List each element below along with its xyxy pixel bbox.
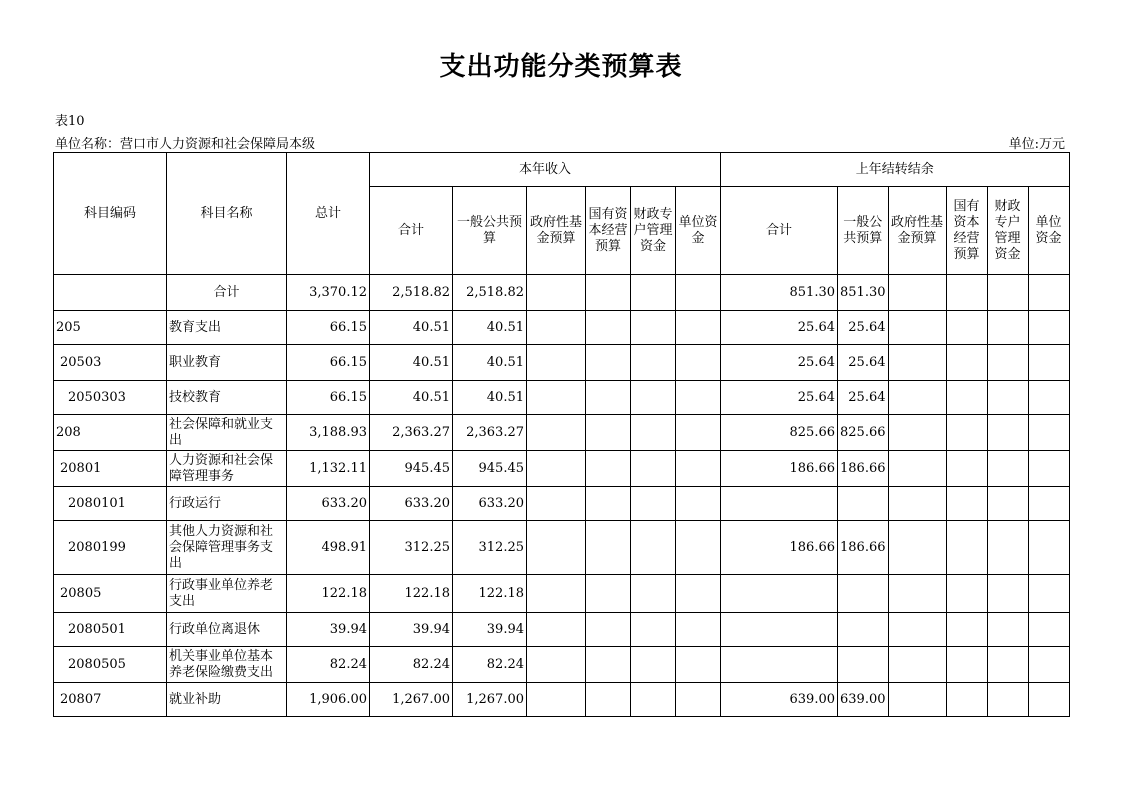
cell-cy-general: 40.51 (453, 345, 527, 381)
table-row (54, 487, 1070, 521)
cell-cy-special-account (631, 613, 676, 647)
cell-cy-state-capital (586, 613, 631, 647)
cell-cy-state-capital (586, 275, 631, 311)
cell-co-general (838, 647, 889, 683)
cell-cy-state-capital (586, 575, 631, 613)
cell-cy-state-capital (586, 647, 631, 683)
cell-cy-total: 2,518.82 (370, 275, 453, 311)
cell-cy-fund (527, 683, 586, 717)
cell-name: 行政运行 (167, 487, 287, 521)
cell-cy-unit-funds (676, 275, 721, 311)
cell-cy-total: 40.51 (370, 345, 453, 381)
cell-co-total: 186.66 (721, 451, 838, 487)
cell-cy-general: 40.51 (453, 311, 527, 345)
cell-co-fund (888, 415, 946, 451)
cell-co-special-account (987, 487, 1028, 521)
table-row (54, 521, 1070, 575)
cell-co-state-capital (946, 647, 987, 683)
cell-co-unit-funds (1028, 345, 1069, 381)
cell-total: 66.15 (287, 345, 370, 381)
unit-name: 单位名称：营口市人力资源和社会保障局本级 (55, 137, 316, 152)
cell-co-total (721, 647, 838, 683)
cell-co-unit-funds (1028, 311, 1069, 345)
header-co-unit-funds: 单位资金 (1028, 187, 1069, 275)
cell-co-special-account (987, 381, 1028, 415)
cell-name: 人力资源和社会保障管理事务 (167, 451, 287, 487)
cell-co-general: 825.66 (838, 415, 889, 451)
cell-co-unit-funds (1028, 521, 1069, 575)
header-cy-total: 合计 (370, 187, 453, 275)
table-row (54, 683, 1070, 717)
cell-co-unit-funds (1028, 487, 1069, 521)
cell-co-state-capital (946, 487, 987, 521)
budget-table (53, 152, 1070, 717)
header-cy-unit-funds: 单位资金 (676, 187, 721, 275)
cell-co-fund (888, 487, 946, 521)
cell-co-special-account (987, 521, 1028, 575)
table-row (54, 647, 1070, 683)
cell-co-total: 639.00 (721, 683, 838, 717)
cell-total: 66.15 (287, 381, 370, 415)
cell-cy-general: 1,267.00 (453, 683, 527, 717)
cell-co-general: 186.66 (838, 521, 889, 575)
cell-cy-general: 312.25 (453, 521, 527, 575)
cell-cy-fund (527, 381, 586, 415)
cell-co-special-account (987, 613, 1028, 647)
cell-name: 社会保障和就业支出 (167, 415, 287, 451)
cell-total: 633.20 (287, 487, 370, 521)
cell-cy-general: 2,363.27 (453, 415, 527, 451)
cell-code: 205 (54, 311, 167, 345)
cell-co-fund (888, 345, 946, 381)
cell-total: 39.94 (287, 613, 370, 647)
cell-cy-total: 2,363.27 (370, 415, 453, 451)
cell-co-special-account (987, 647, 1028, 683)
cell-cy-unit-funds (676, 575, 721, 613)
header-carryover: 上年结转结余 (721, 153, 1070, 187)
table-row (54, 415, 1070, 451)
cell-cy-fund (527, 311, 586, 345)
cell-cy-general: 2,518.82 (453, 275, 527, 311)
cell-total: 3,188.93 (287, 415, 370, 451)
header-cy-general: 一般公共预算 (453, 187, 527, 275)
cell-cy-unit-funds (676, 487, 721, 521)
cell-cy-unit-funds (676, 345, 721, 381)
cell-code: 2050303 (54, 381, 167, 415)
cell-cy-state-capital (586, 521, 631, 575)
cell-code: 20805 (54, 575, 167, 613)
header-name: 科目名称 (167, 153, 287, 275)
cell-co-fund (888, 683, 946, 717)
cell-co-special-account (987, 451, 1028, 487)
cell-cy-unit-funds (676, 415, 721, 451)
cell-cy-state-capital (586, 415, 631, 451)
cell-co-total (721, 613, 838, 647)
header-co-fund: 政府性基金预算 (888, 187, 946, 275)
cell-co-total: 25.64 (721, 345, 838, 381)
cell-name: 行政单位离退休 (167, 613, 287, 647)
cell-total: 3,370.12 (287, 275, 370, 311)
cell-co-general: 851.30 (838, 275, 889, 311)
cell-cy-state-capital (586, 487, 631, 521)
cell-co-general: 25.64 (838, 345, 889, 381)
header-co-general: 一般公共预算 (838, 187, 889, 275)
cell-co-special-account (987, 345, 1028, 381)
cell-co-special-account (987, 311, 1028, 345)
unit-label: 单位:万元 (1008, 137, 1065, 152)
cell-co-fund (888, 575, 946, 613)
table-row (54, 275, 1070, 311)
cell-total: 122.18 (287, 575, 370, 613)
cell-name: 就业补助 (167, 683, 287, 717)
cell-co-fund (888, 275, 946, 311)
cell-code: 20807 (54, 683, 167, 717)
cell-code: 20503 (54, 345, 167, 381)
cell-co-state-capital (946, 415, 987, 451)
cell-co-state-capital (946, 275, 987, 311)
cell-total: 1,132.11 (287, 451, 370, 487)
cell-cy-total: 1,267.00 (370, 683, 453, 717)
cell-co-special-account (987, 275, 1028, 311)
cell-co-unit-funds (1028, 683, 1069, 717)
cell-name: 其他人力资源和社会保障管理事务支出 (167, 521, 287, 575)
cell-name: 机关事业单位基本养老保险缴费支出 (167, 647, 287, 683)
cell-co-general (838, 487, 889, 521)
table-row (54, 311, 1070, 345)
cell-co-general: 639.00 (838, 683, 889, 717)
cell-cy-special-account (631, 575, 676, 613)
cell-code: 20801 (54, 451, 167, 487)
cell-cy-special-account (631, 521, 676, 575)
cell-cy-fund (527, 451, 586, 487)
cell-cy-special-account (631, 647, 676, 683)
cell-name: 教育支出 (167, 311, 287, 345)
cell-co-state-capital (946, 521, 987, 575)
cell-code: 2080101 (54, 487, 167, 521)
table-row (54, 345, 1070, 381)
cell-cy-general: 633.20 (453, 487, 527, 521)
cell-cy-special-account (631, 451, 676, 487)
cell-co-unit-funds (1028, 381, 1069, 415)
cell-cy-state-capital (586, 381, 631, 415)
cell-name: 技校教育 (167, 381, 287, 415)
cell-co-general: 25.64 (838, 381, 889, 415)
cell-co-state-capital (946, 451, 987, 487)
cell-co-fund (888, 647, 946, 683)
cell-co-total: 851.30 (721, 275, 838, 311)
table-number: 表10 (55, 114, 85, 129)
cell-cy-fund (527, 275, 586, 311)
cell-cy-fund (527, 487, 586, 521)
cell-co-state-capital (946, 575, 987, 613)
cell-code: 208 (54, 415, 167, 451)
cell-co-unit-funds (1028, 575, 1069, 613)
cell-co-unit-funds (1028, 415, 1069, 451)
cell-total: 82.24 (287, 647, 370, 683)
cell-cy-special-account (631, 415, 676, 451)
cell-name: 行政事业单位养老支出 (167, 575, 287, 613)
cell-cy-unit-funds (676, 647, 721, 683)
header-co-special-account: 财政专户管理资金 (987, 187, 1028, 275)
cell-co-total (721, 575, 838, 613)
cell-co-state-capital (946, 613, 987, 647)
cell-co-state-capital (946, 345, 987, 381)
cell-name: 职业教育 (167, 345, 287, 381)
cell-co-total: 186.66 (721, 521, 838, 575)
table-row (54, 381, 1070, 415)
header-cy-fund: 政府性基金预算 (527, 187, 586, 275)
cell-cy-state-capital (586, 683, 631, 717)
page-title: 支出功能分类预算表 (439, 52, 683, 82)
table-row (54, 575, 1070, 613)
cell-code (54, 275, 167, 311)
cell-cy-special-account (631, 311, 676, 345)
cell-cy-state-capital (586, 451, 631, 487)
cell-co-fund (888, 613, 946, 647)
header-current-year: 本年收入 (370, 153, 721, 187)
cell-co-total: 25.64 (721, 381, 838, 415)
cell-cy-special-account (631, 381, 676, 415)
cell-cy-special-account (631, 683, 676, 717)
cell-cy-fund (527, 415, 586, 451)
cell-cy-fund (527, 345, 586, 381)
header-cy-special-account: 财政专户管理资金 (631, 187, 676, 275)
cell-cy-total: 82.24 (370, 647, 453, 683)
cell-cy-general: 122.18 (453, 575, 527, 613)
cell-co-fund (888, 521, 946, 575)
cell-cy-total: 633.20 (370, 487, 453, 521)
cell-co-state-capital (946, 381, 987, 415)
table-row (54, 613, 1070, 647)
cell-cy-total: 945.45 (370, 451, 453, 487)
cell-cy-unit-funds (676, 381, 721, 415)
cell-cy-unit-funds (676, 311, 721, 345)
cell-cy-total: 39.94 (370, 613, 453, 647)
cell-cy-state-capital (586, 311, 631, 345)
cell-co-total (721, 487, 838, 521)
header-row-1 (54, 153, 1070, 187)
cell-cy-unit-funds (676, 451, 721, 487)
cell-cy-unit-funds (676, 683, 721, 717)
cell-cy-fund (527, 647, 586, 683)
cell-co-state-capital (946, 311, 987, 345)
cell-cy-general: 40.51 (453, 381, 527, 415)
cell-code: 2080501 (54, 613, 167, 647)
cell-co-unit-funds (1028, 647, 1069, 683)
cell-co-unit-funds (1028, 275, 1069, 311)
cell-cy-unit-funds (676, 521, 721, 575)
cell-total: 66.15 (287, 311, 370, 345)
cell-co-total: 25.64 (721, 311, 838, 345)
cell-cy-general: 82.24 (453, 647, 527, 683)
cell-cy-unit-funds (676, 613, 721, 647)
cell-co-general: 25.64 (838, 311, 889, 345)
cell-co-fund (888, 311, 946, 345)
cell-code: 2080199 (54, 521, 167, 575)
cell-cy-special-account (631, 487, 676, 521)
cell-cy-general: 945.45 (453, 451, 527, 487)
cell-cy-total: 40.51 (370, 311, 453, 345)
cell-cy-special-account (631, 345, 676, 381)
cell-co-unit-funds (1028, 613, 1069, 647)
cell-total: 1,906.00 (287, 683, 370, 717)
cell-co-unit-funds (1028, 451, 1069, 487)
cell-co-fund (888, 451, 946, 487)
cell-cy-state-capital (586, 345, 631, 381)
header-co-total: 合计 (721, 187, 838, 275)
cell-total: 498.91 (287, 521, 370, 575)
header-total: 总计 (287, 153, 370, 275)
cell-co-general (838, 613, 889, 647)
cell-cy-fund (527, 575, 586, 613)
cell-cy-total: 40.51 (370, 381, 453, 415)
cell-cy-fund (527, 613, 586, 647)
cell-code: 2080505 (54, 647, 167, 683)
cell-co-general: 186.66 (838, 451, 889, 487)
table-row (54, 451, 1070, 487)
cell-cy-special-account (631, 275, 676, 311)
cell-co-general (838, 575, 889, 613)
cell-co-special-account (987, 575, 1028, 613)
cell-cy-total: 312.25 (370, 521, 453, 575)
header-co-state-capital: 国有资本经营预算 (946, 187, 987, 275)
cell-co-special-account (987, 683, 1028, 717)
cell-cy-general: 39.94 (453, 613, 527, 647)
header-code: 科目编码 (54, 153, 167, 275)
cell-co-total: 825.66 (721, 415, 838, 451)
cell-cy-total: 122.18 (370, 575, 453, 613)
cell-co-state-capital (946, 683, 987, 717)
cell-cy-fund (527, 521, 586, 575)
header-cy-state-capital: 国有资本经营预算 (586, 187, 631, 275)
cell-name: 合计 (167, 275, 287, 311)
cell-co-fund (888, 381, 946, 415)
cell-co-special-account (987, 415, 1028, 451)
